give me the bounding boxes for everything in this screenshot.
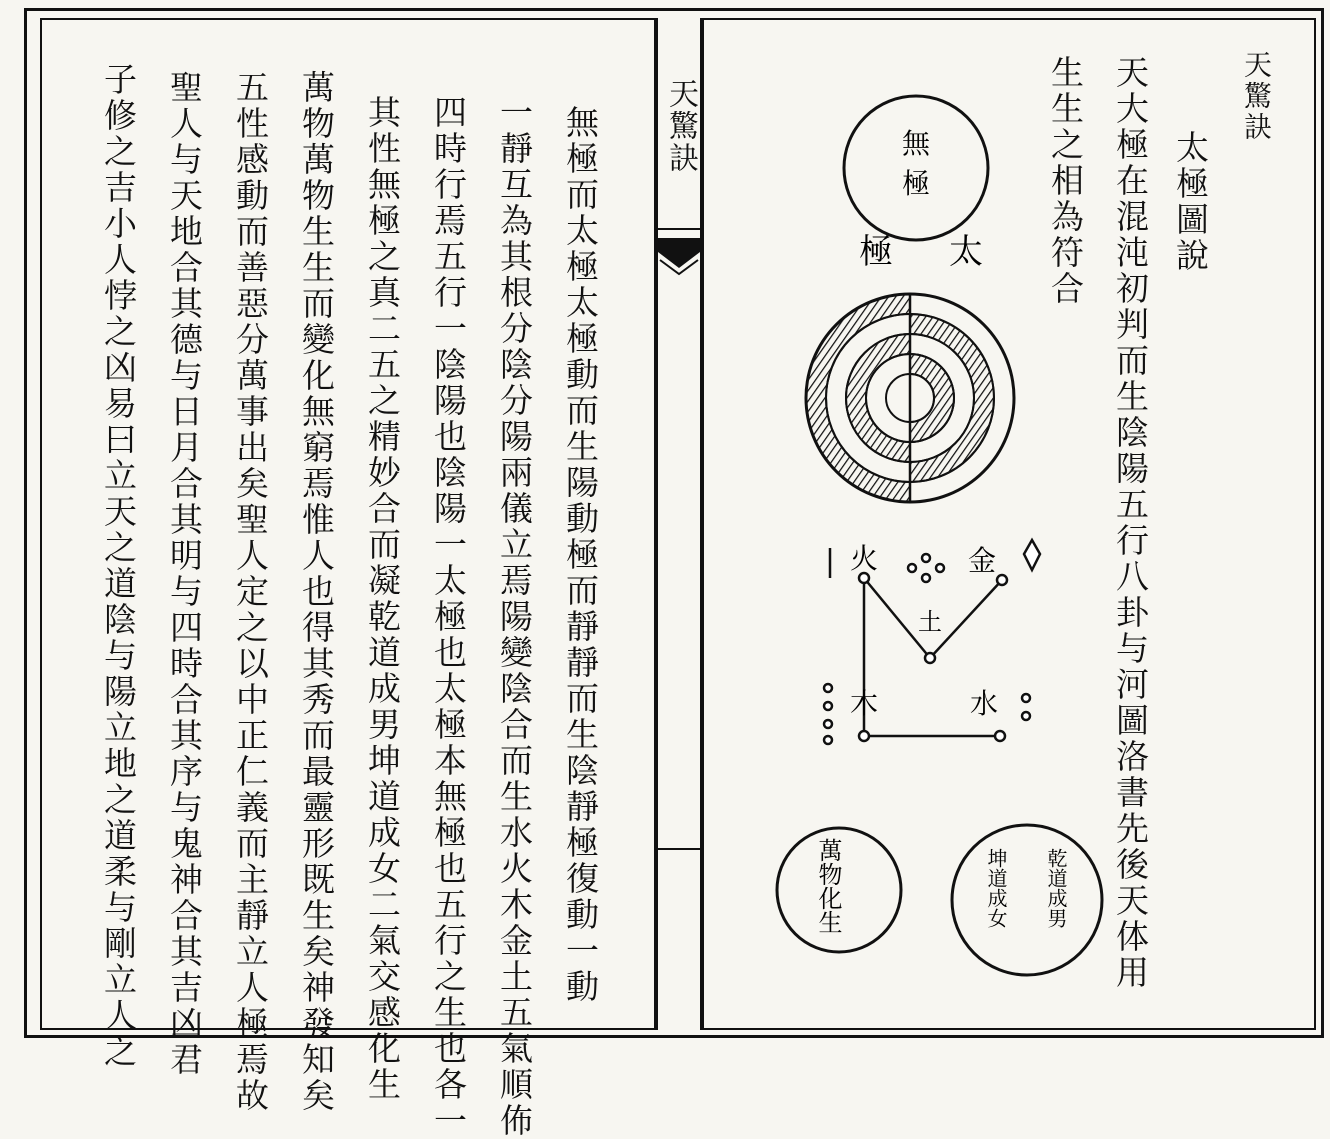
yinyang-rings	[806, 294, 1014, 502]
right-column-1: 天大極在混沌初判而生陰陽五行八卦与河圖洛書先後天体用	[1111, 55, 1150, 991]
spine-rule-top	[658, 228, 700, 230]
spine-title: 天驚訣	[663, 78, 698, 174]
left-column-3: 四時行焉五行一陰陽也陰陽一太極也太極本無極也五行之生也各一	[429, 95, 468, 1139]
right-column-2: 生生之相為符合	[1046, 55, 1085, 307]
spine	[656, 18, 702, 1030]
wood-label: 木	[849, 687, 879, 720]
fish-tail-mark	[658, 238, 700, 278]
wuji-label-1: 無極	[901, 127, 931, 200]
metal-label: 金	[967, 544, 997, 577]
fire-label: 火	[849, 542, 879, 575]
left-column-1: 無極而太極太極動而生陽動極而靜靜而生陰靜極復動一動	[561, 105, 600, 1005]
earth-label: 土	[918, 608, 942, 636]
section-title: 太極圖說	[1171, 130, 1210, 274]
left-column-7: 聖人与天地合其德与日月合其明与四時合其序与鬼神合其吉凶君	[165, 70, 204, 1078]
kun-label: 坤道成女	[984, 848, 1008, 928]
taiji-diagram	[702, 18, 1316, 1030]
left-column-8: 子修之吉小人悖之凶易曰立天之道陰与陽立地之道柔与剛立人之	[99, 62, 138, 1070]
taiji-label-right: 太	[949, 232, 983, 272]
qian-label: 乾道成男	[1044, 848, 1068, 928]
wanwu-label: 萬物化生	[814, 838, 842, 934]
left-column-4: 其性無極之真二五之精妙合而凝乾道成男坤道成女二氣交感化生	[363, 95, 402, 1103]
left-column-6: 五性感動而善惡分萬事出矣聖人定之以中正仁義而主靜立人極焉故	[231, 70, 270, 1114]
qiankun-circle	[952, 825, 1102, 975]
left-column-5: 萬物萬物生生而變化無窮焉惟人也得其秀而最靈形既生矣神發知矣	[297, 70, 336, 1114]
taiji-label-left: 極	[859, 232, 893, 272]
left-column-2: 一靜互為其根分陰分陽兩儀立焉陽變陰合而生水火木金土五氣順佈	[495, 95, 534, 1139]
right-header: 天驚訣	[1240, 50, 1273, 143]
water-label: 水	[969, 687, 999, 720]
spine-rule-bottom	[658, 848, 700, 850]
